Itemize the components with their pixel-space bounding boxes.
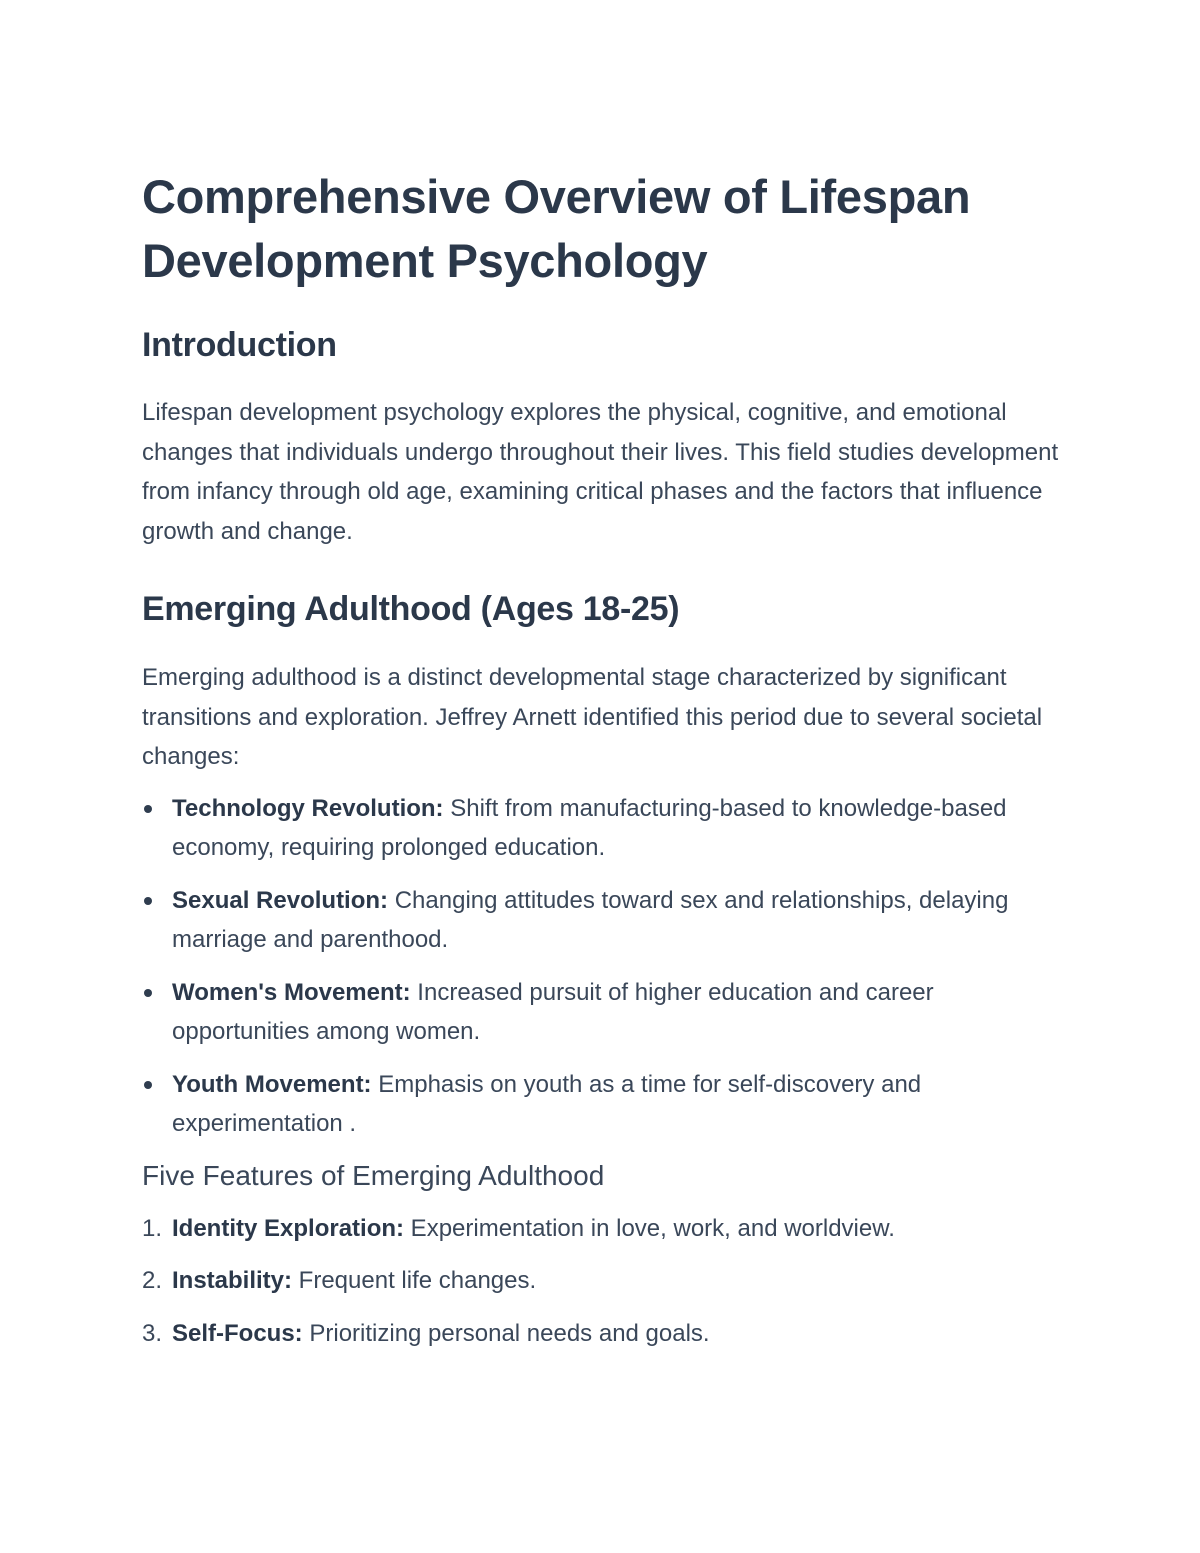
list-item-term: Youth Movement: (172, 1070, 372, 1098)
list-item-text: Changing attitudes toward sex and relationships, delaying marriage and parenthood. (172, 886, 1009, 953)
societal-changes-list (142, 789, 1067, 1144)
emerging-adulthood-heading: Emerging Adulthood (Ages 18-25) (142, 590, 680, 628)
list-item-text: Emphasis on youth as a time for self-discovery and experimentation . (172, 1070, 922, 1137)
bullet-icon (144, 1081, 152, 1089)
bullet-icon (144, 805, 152, 813)
list-item-instability (142, 1261, 1067, 1301)
list-item-term: Self-Focus: (172, 1319, 303, 1347)
bullet-icon (144, 897, 152, 905)
list-item-womens-movement (142, 973, 1067, 1052)
list-item-number: 2. (142, 1267, 163, 1294)
list-item-text: Frequent life changes. (292, 1267, 537, 1294)
list-item-term: Identity Exploration: (172, 1214, 405, 1242)
introduction-paragraph: Lifespan development psychology explores the physical, cognitive, and emotional changes that individuals undergo throughout their lives. This field studies development from infancy through old age, examining critical phases and the factors that influence growth and change. (142, 399, 1059, 545)
document-page (142, 165, 1067, 1366)
list-item-sexual-revolution (142, 881, 1067, 960)
list-item-number: 1. (142, 1214, 163, 1242)
list-item-text: Shift from manufacturing-based to knowledge-based economy, requiring prolonged education. (172, 794, 1007, 861)
introduction-heading: Introduction (142, 326, 337, 364)
list-item-term: Sexual Revolution: (172, 886, 389, 914)
list-item-term: Women's Movement: (172, 978, 411, 1006)
list-item-term: Technology Revolution: (172, 794, 444, 822)
five-features-list (142, 1209, 1067, 1354)
list-item-text: Experimentation in love, work, and worldview. (404, 1214, 895, 1242)
list-item-youth-movement (142, 1065, 1067, 1144)
list-item-identity-exploration (142, 1209, 1067, 1249)
list-item-text: Increased pursuit of higher education and career opportunities among women. (172, 978, 934, 1045)
list-item-number: 3. (142, 1319, 163, 1347)
list-item-term: Instability: (172, 1267, 293, 1294)
list-item-technology-revolution (142, 789, 1067, 868)
list-item-text: Prioritizing personal needs and goals. (302, 1319, 710, 1347)
bullet-icon (144, 989, 152, 997)
document-title: Comprehensive Overview of Lifespan Development Psychology (142, 170, 971, 287)
list-item-self-focus (142, 1314, 1067, 1354)
five-features-heading: Five Features of Emerging Adulthood (142, 1159, 605, 1191)
emerging-adulthood-paragraph: Emerging adulthood is a distinct developmental stage characterized by significant transitions and exploration. Jeffrey Arnett identified this period due to several societal changes: (142, 664, 1043, 770)
